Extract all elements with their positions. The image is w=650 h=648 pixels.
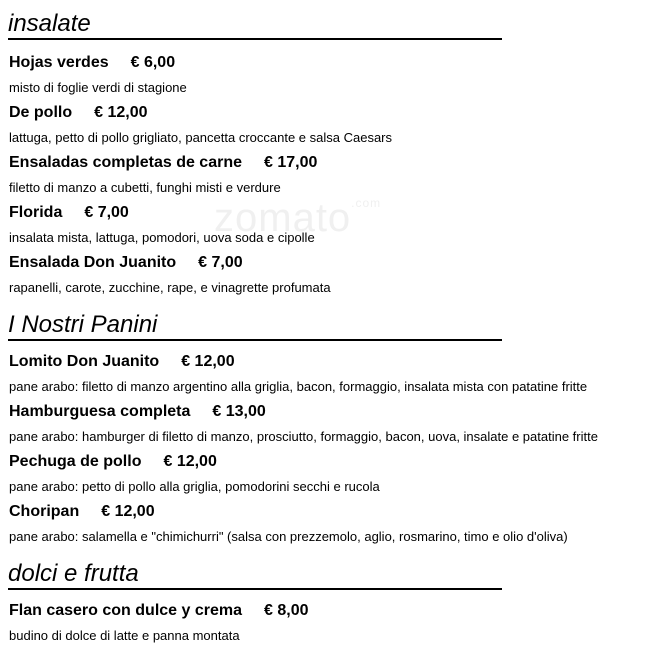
menu-item-desc: pane arabo: petto di pollo alla griglia, pomodorini secchi e rucola: [9, 479, 380, 494]
menu-item-price: € 12,00: [181, 353, 235, 370]
menu-item-desc: pane arabo: salamella e "chimichurri" (salsa con prezzemolo, aglio, rosmarino, timo e olio d'oliva): [9, 529, 568, 544]
menu-item-price: € 17,00: [264, 154, 318, 171]
menu-item-price: € 12,00: [101, 503, 155, 520]
menu-item-desc: lattuga, petto di pollo grigliato, pancetta croccante e salsa Caesars: [9, 130, 393, 145]
menu-item-desc: rapanelli, carote, zucchine, rape, e vinagrette profumata: [9, 280, 331, 295]
menu-item-price: € 6,00: [130, 54, 176, 71]
menu-item-name: Flan casero con dulce y crema € 8,00: [9, 602, 309, 619]
menu-item-desc: pane arabo: filetto di manzo argentino alla griglia, bacon, formaggio, insalata mista con patatine fritte: [9, 379, 588, 394]
menu-item-price: € 8,00: [264, 602, 309, 619]
menu-item-price: € 7,00: [84, 204, 129, 221]
section-title-insalate: insalate: [8, 10, 502, 40]
menu-item-desc: filetto di manzo a cubetti, funghi misti e verdure: [9, 180, 281, 195]
menu-item-name: Ensalada Don Juanito € 7,00: [9, 254, 243, 271]
menu-item-price: € 12,00: [94, 104, 148, 121]
menu-item-name: Hojas verdes € 6,00: [9, 54, 176, 71]
menu-item-name: Lomito Don Juanito € 12,00: [9, 353, 235, 370]
menu-item-price: € 13,00: [212, 403, 266, 420]
menu-item-price: € 7,00: [198, 254, 243, 271]
menu-item-name: Hamburguesa completa € 13,00: [9, 403, 266, 420]
menu-item-price: € 12,00: [163, 453, 217, 470]
section-title-panini: I Nostri Panini: [8, 311, 502, 341]
menu-item-desc: pane arabo: hamburger di filetto di manzo, prosciutto, formaggio, bacon, uova, insalate e patatine fritte: [9, 429, 598, 444]
menu-item-name: Florida € 7,00: [9, 204, 129, 221]
menu-item-name: Pechuga de pollo € 12,00: [9, 453, 217, 470]
menu-item-desc: insalata mista, lattuga, pomodori, uova soda e cipolle: [9, 230, 315, 245]
menu-item-name: Ensaladas completas de carne € 17,00: [9, 154, 318, 171]
menu-item-name: De pollo € 12,00: [9, 104, 148, 121]
section-title-dolci: dolci e frutta: [8, 560, 502, 590]
menu-item-desc: budino di dolce di latte e panna montata: [9, 628, 240, 643]
menu-item-name: Choripan € 12,00: [9, 503, 155, 520]
menu-item-desc: misto di foglie verdi di stagione: [9, 80, 187, 95]
watermark: zomato$^{.com}$: [214, 196, 382, 240]
